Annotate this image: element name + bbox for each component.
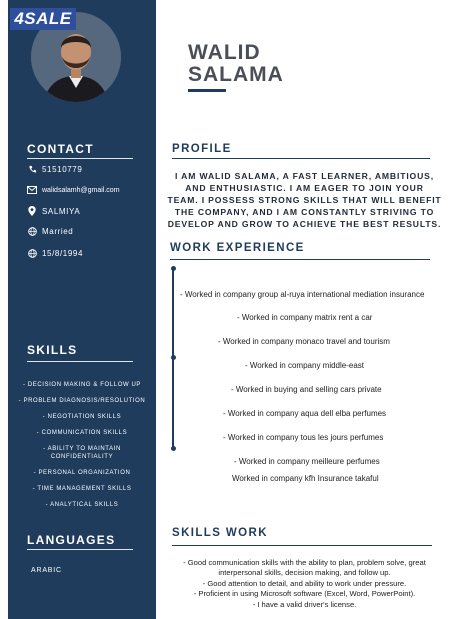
skills-work-divider <box>172 545 432 546</box>
languages-divider <box>27 549 133 550</box>
profile-line: THE COMPANY, AND I AM CONSTANTLY STRIVING TO <box>174 207 435 217</box>
skill-item: - ABILITY TO MAINTAIN <box>43 446 121 452</box>
profile-line: TEAM. I POSSESS STRONG SKILLS THAT WILL BENEFIT <box>167 195 442 205</box>
work-item: - Worked in company tous les jours perfumes <box>223 433 384 442</box>
skills-work-line: - Good communication skills with the ability to plan, problem solve, great <box>183 558 426 567</box>
profile-divider <box>172 158 430 159</box>
skills-heading: SKILLS <box>27 343 78 357</box>
name-underline <box>188 89 226 92</box>
profile-line: AND ENTHUSIASTIC. I AM EAGER TO JOIN YOUR <box>185 183 424 193</box>
phone-number: 51510779 <box>42 164 83 174</box>
location-text: SALMIYA <box>42 206 81 216</box>
contact-dob <box>27 248 83 258</box>
contact-status <box>27 226 73 236</box>
work-item: - Worked in company monaco travel and tourism <box>218 337 390 346</box>
skills-work-text <box>162 558 447 610</box>
contact-heading: CONTACT <box>27 142 94 156</box>
timeline-dot <box>171 355 176 360</box>
work-item: Worked in company kfh Insurance takaful <box>232 474 379 483</box>
contact-email <box>27 185 120 195</box>
work-item: - Worked in company group al-ruya international mediation insurance <box>180 290 425 299</box>
skill-item: - DECISION MAKING & FOLLOW UP <box>22 382 142 388</box>
language-item: ARABIC <box>31 567 62 574</box>
work-item: - Worked in company aqua dell elba perfumes <box>223 409 387 418</box>
languages-heading: LANGUAGES <box>27 533 116 547</box>
profile-line: DEVELOP AND GROW TO ACHIEVE THE BEST RESULTS. <box>167 219 442 229</box>
globe-icon <box>27 226 37 236</box>
date-of-birth: 15/8/1994 <box>42 248 83 258</box>
skill-item: - NEGOTIATION SKILLS <box>42 414 122 420</box>
skill-item: - PROBLEM DIAGNOSIS/RESOLUTION <box>18 398 146 404</box>
contact-location <box>27 206 80 216</box>
timeline-dot <box>171 266 176 271</box>
watermark-logo: 4SALE <box>10 8 76 30</box>
envelope-icon <box>27 185 37 195</box>
skills-list <box>8 381 156 509</box>
work-item: - Worked in buying and selling cars private <box>231 385 382 394</box>
skills-work-line: - I have a valid driver's license. <box>252 599 357 609</box>
work-item: - Worked in company middle-east <box>245 361 365 370</box>
skill-item: CONFIDENTIALITY <box>50 454 114 460</box>
work-divider <box>170 259 430 260</box>
skills-divider <box>27 361 133 362</box>
globe-icon <box>27 248 37 258</box>
marital-status: Married <box>42 226 74 236</box>
skill-item: - COMMUNICATION SKILLS <box>36 430 128 436</box>
contact-phone <box>27 164 82 174</box>
last-name: SALAMA <box>188 63 284 86</box>
skill-item: - TIME MANAGEMENT SKILLS <box>32 486 132 492</box>
email-address: walidsalamh@gmail.com <box>42 186 120 194</box>
phone-icon <box>27 164 37 174</box>
candidate-name <box>188 42 284 86</box>
profile-summary <box>162 170 447 230</box>
location-pin-icon <box>27 206 37 216</box>
skills-work-heading: SKILLS WORK <box>172 527 268 539</box>
profile-line: I AM WALID SALAMA, A FAST LEARNER, AMBITIOUS, <box>175 171 434 181</box>
skills-work-line: - Proficient in using Microsoft software (Excel, Word, PowerPoint). <box>193 589 416 599</box>
contact-divider <box>27 158 133 159</box>
profile-heading: PROFILE <box>172 143 232 155</box>
skill-item: - ANALYTICAL SKILLS <box>45 502 119 508</box>
skill-item: - PERSONAL ORGANIZATION <box>33 470 131 476</box>
work-heading: WORK EXPERIENCE <box>170 242 305 254</box>
timeline-dot <box>171 446 176 451</box>
skills-work-line: - Good attention to detail, and ability to work under pressure. <box>202 578 407 588</box>
first-name: WALID <box>188 41 261 64</box>
skills-work-line: interpersonal skills, decision making, and follow up. <box>218 568 391 578</box>
work-item: - Worked in company matrix rent a car <box>237 313 373 322</box>
work-item: - Worked in company meilleure perfumes <box>234 457 380 466</box>
